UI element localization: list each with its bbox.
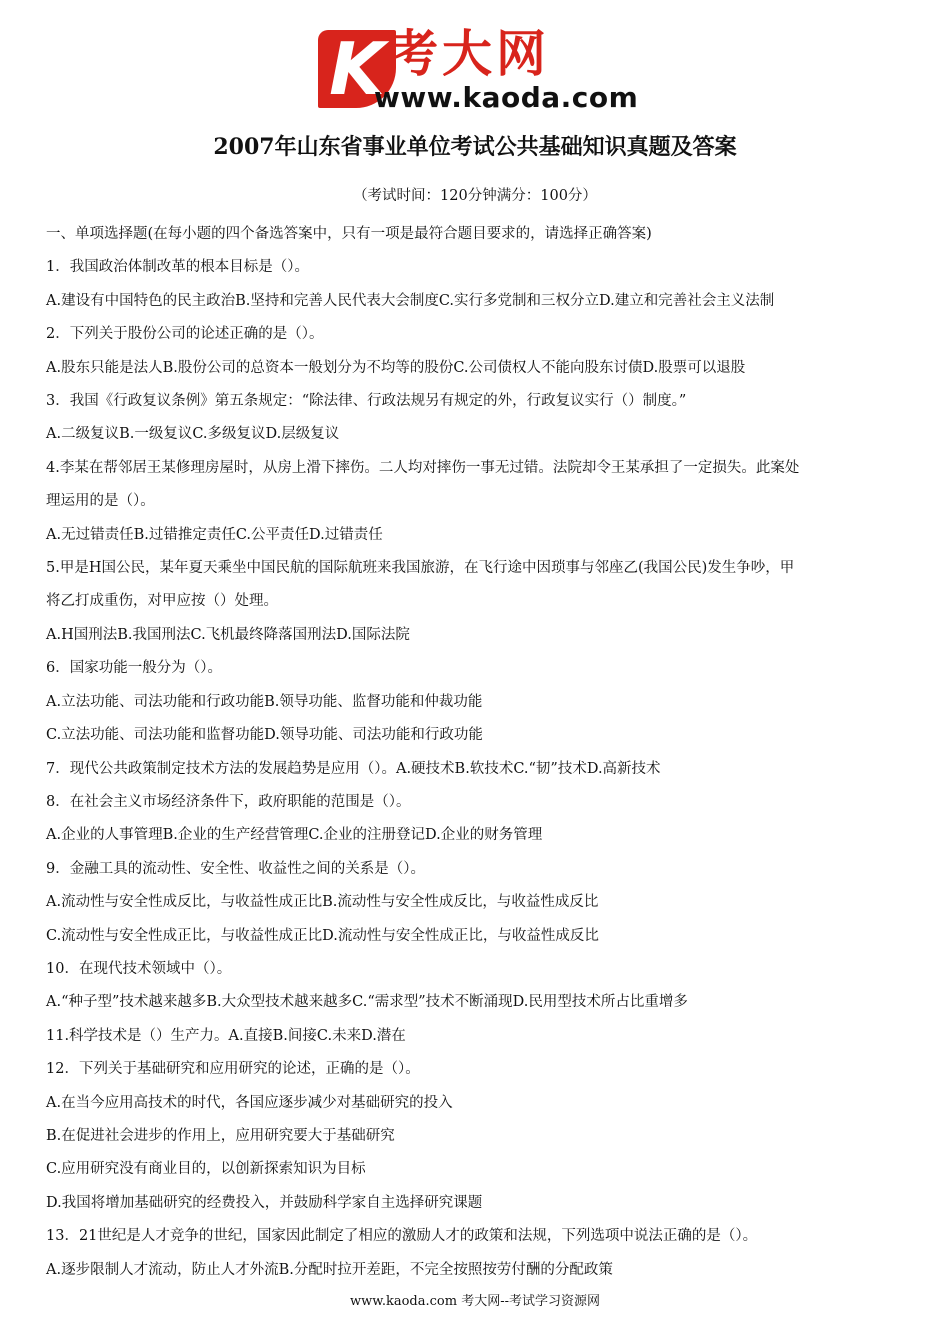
text-line: 3．我国《行政复议条例》第五条规定：“除法律、行政法规另有规定的外，行政复议实行（）制度。” xyxy=(46,393,687,410)
text-line: 一、单项选择题(在每小题的四个备选答案中，只有一项是最符合题目要求的，请选择正确答案) xyxy=(46,226,652,242)
text-line: C.立法功能、司法功能和监督功能D.领导功能、司法功能和行政功能 xyxy=(46,727,483,744)
text-line: B.在促进社会进步的作用上，应用研究要大于基础研究 xyxy=(46,1127,395,1144)
text-line: A.建设有中国特色的民主政治B.坚持和完善人民代表大会制度C.实行多党制和三权分立D.建立和完善社会主义法制 xyxy=(46,292,775,309)
text-line: A.流动性与安全性成反比，与收益性成正比B.流动性与安全性成反比，与收益性成反比 xyxy=(46,894,599,911)
text-line: D.我国将增加基础研究的经费投入，并鼓励科学家自主选择研究课题 xyxy=(46,1194,483,1211)
text-line: A.股东只能是法人B.股份公司的总资本一般划分为不均等的股份C.公司债权人不能向股东讨债D.股票可以退股 xyxy=(46,359,746,376)
text-line: 13．21世纪是人才竞争的世纪，国家因此制定了相应的激励人才的政策和法规，下列选项中说法正确的是（）。 xyxy=(46,1228,758,1245)
exam-info: （考试时间：120分钟满分：100分） xyxy=(353,188,597,204)
text-line: C.流动性与安全性成正比，与收益性成正比D.流动性与安全性成正比，与收益性成反比 xyxy=(46,927,599,944)
text-line: 7．现代公共政策制定技术方法的发展趋势是应用（）。A.硬技术B.软技术C.“韧”技术D.高新技术 xyxy=(46,760,661,777)
text-line: A.H国刑法B.我国刑法C.飞机最终降落国刑法D.国际法院 xyxy=(46,626,410,643)
text-line: A.无过错责任B.过错推定责任C.公平责任D.过错责任 xyxy=(46,526,383,543)
text-line: 8．在社会主义市场经济条件下，政府职能的范围是（）。 xyxy=(46,793,411,810)
document-body xyxy=(46,218,908,1287)
text-line: 1．我国政治体制改革的根本目标是（）。 xyxy=(46,259,309,276)
text-line: 将乙打成重伤，对甲应按（）处理。 xyxy=(46,593,278,610)
text-line: 6．国家功能一般分为（）。 xyxy=(46,660,222,677)
text-line: 10．在现代技术领域中（）。 xyxy=(46,960,232,977)
document-title: 2007年山东省事业单位考试公共基础知识真题及答案 xyxy=(213,134,737,160)
logo-k-mark: K xyxy=(318,30,396,108)
text-line: 11.科学技术是（）生产力。A.直接B.间接C.未来D.潜在 xyxy=(46,1027,406,1044)
text-line: 2．下列关于股份公司的论述正确的是（）。 xyxy=(46,326,324,343)
text-line: A.企业的人事管理B.企业的生产经营管理C.企业的注册登记D.企业的财务管理 xyxy=(46,827,543,844)
text-line: A.二级复议B.一级复议C.多级复议D.层级复议 xyxy=(46,426,340,443)
logo-name: 考大网 xyxy=(388,25,550,83)
text-line: 4.李某在帮邻居王某修理房屋时，从房上滑下摔伤。二人均对摔伤一事无过错。法院却令王某承担了一定损失。此案处 xyxy=(46,459,800,476)
text-line: 9．金融工具的流动性、安全性、收益性之间的关系是（）。 xyxy=(46,860,425,877)
kaoda-logo xyxy=(318,26,648,114)
text-line: A.逐步限制人才流动，防止人才外流B.分配时拉开差距，不完全按照按劳付酬的分配政策 xyxy=(46,1261,613,1278)
text-line: A.在当今应用高技术的时代，各国应逐步减少对基础研究的投入 xyxy=(46,1094,453,1111)
page-footer: www.kaoda.com 考大网--考试学习资源网 xyxy=(350,1294,600,1309)
text-line: A.“种子型”技术越来越多B.大众型技术越来越多C.“需求型”技术不断涌现D.民用型技术所占比重增多 xyxy=(46,994,688,1011)
text-line: A.立法功能、司法功能和行政功能B.领导功能、监督功能和仲裁功能 xyxy=(46,693,483,710)
text-line: C.应用研究没有商业目的，以创新探索知识为目标 xyxy=(46,1161,366,1178)
text-line: 5.甲是H国公民，某年夏天乘坐中国民航的国际航班来我国旅游，在飞行途中因琐事与邻座乙(我国公民)发生争吵，甲 xyxy=(46,560,795,577)
text-line: 理运用的是（）。 xyxy=(46,493,155,510)
text-line: 12．下列关于基础研究和应用研究的论述，正确的是（）。 xyxy=(46,1061,420,1078)
logo-url: www.kaoda.com xyxy=(374,81,639,114)
